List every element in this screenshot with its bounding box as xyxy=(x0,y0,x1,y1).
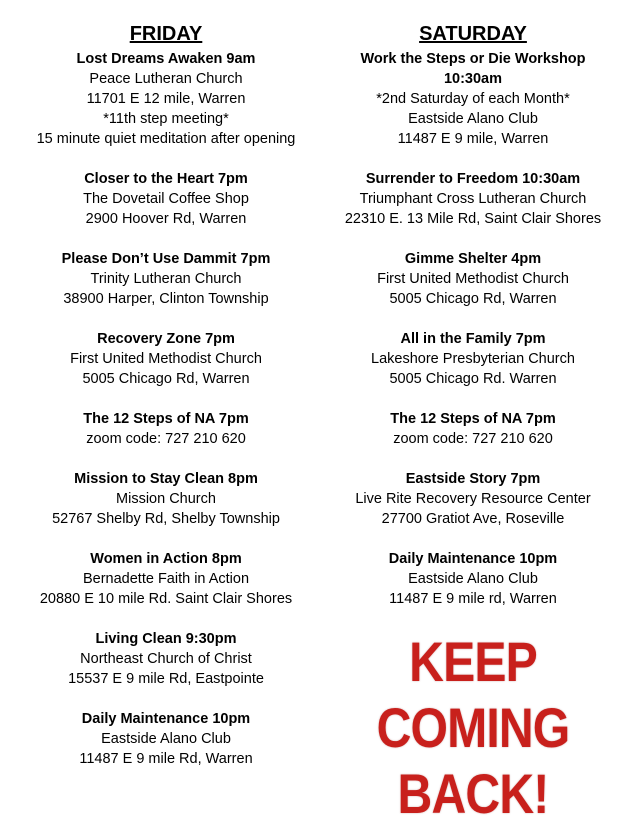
meeting-block xyxy=(320,469,626,529)
meeting-block xyxy=(0,249,332,309)
meeting-title: Mission to Stay Clean 8pm xyxy=(74,471,258,487)
meeting-title: Gimme Shelter 4pm xyxy=(404,251,542,267)
meeting-address: 11487 E 9 mile, Warren xyxy=(397,131,549,147)
meeting-block xyxy=(320,169,626,229)
meeting-title: Closer to the Heart 7pm xyxy=(84,171,248,187)
meeting-address: 38900 Harper, Clinton Township xyxy=(63,291,269,307)
meeting-address: 2900 Hoover Rd, Warren xyxy=(85,211,247,227)
meeting-address: 11701 E 12 mile, Warren xyxy=(86,91,246,107)
meeting-block xyxy=(320,329,626,389)
meeting-note: *11th step meeting* xyxy=(103,111,229,127)
meeting-location: Northeast Church of Christ xyxy=(80,651,252,667)
meeting-title: Work the Steps or Die Workshop xyxy=(360,51,586,67)
meeting-title: Eastside Story 7pm xyxy=(405,471,541,487)
meeting-location: Mission Church xyxy=(116,491,216,507)
meeting-title: Surrender to Freedom 10:30am xyxy=(365,171,581,187)
meeting-title: Lost Dreams Awaken 9am xyxy=(76,51,256,67)
meeting-note: *2nd Saturday of each Month* xyxy=(376,91,570,107)
meeting-block xyxy=(0,49,332,149)
saturday-heading: SATURDAY xyxy=(419,23,527,45)
saturday-column xyxy=(320,22,626,827)
meeting-location: Peace Lutheran Church xyxy=(89,71,243,87)
meeting-block xyxy=(0,469,332,529)
keep-coming-back-slogan xyxy=(320,629,626,827)
meeting-title: All in the Family 7pm xyxy=(400,331,546,347)
zoom-code: zoom code: 727 210 620 xyxy=(393,431,553,447)
meeting-block xyxy=(0,409,332,449)
meeting-address: 52767 Shelby Rd, Shelby Township xyxy=(52,511,280,527)
meeting-time: 10:30am xyxy=(443,71,503,87)
slogan-line: COMING xyxy=(376,696,570,759)
meeting-address: 5005 Chicago Rd, Warren xyxy=(389,291,557,307)
meeting-location: Trinity Lutheran Church xyxy=(90,271,242,287)
meeting-address: 11487 E 9 mile rd, Warren xyxy=(389,591,557,607)
meeting-location: Live Rite Recovery Resource Center xyxy=(355,491,591,507)
meeting-block xyxy=(320,49,626,149)
meeting-location: First United Methodist Church xyxy=(377,271,569,287)
meeting-address: 27700 Gratiot Ave, Roseville xyxy=(381,511,565,527)
meeting-block xyxy=(320,409,626,449)
meeting-address: 5005 Chicago Rd, Warren xyxy=(82,371,250,387)
meeting-block xyxy=(0,709,332,769)
meeting-block xyxy=(0,629,332,689)
meeting-location: Bernadette Faith in Action xyxy=(82,571,250,587)
meeting-block xyxy=(0,329,332,389)
meeting-location: Eastside Alano Club xyxy=(101,731,231,747)
slogan-line: KEEP xyxy=(409,630,537,693)
meeting-title: Please Don’t Use Dammit 7pm xyxy=(61,251,271,267)
meeting-block xyxy=(0,169,332,229)
meeting-title: The 12 Steps of NA 7pm xyxy=(390,411,556,427)
meeting-location: Eastside Alano Club xyxy=(408,571,538,587)
meeting-block xyxy=(320,249,626,309)
meeting-title: The 12 Steps of NA 7pm xyxy=(83,411,249,427)
meeting-title: Recovery Zone 7pm xyxy=(97,331,235,347)
meeting-block xyxy=(0,549,332,609)
zoom-code: zoom code: 727 210 620 xyxy=(86,431,246,447)
meeting-address: 22310 E. 13 Mile Rd, Saint Clair Shores xyxy=(344,211,602,227)
meeting-address: 15537 E 9 mile Rd, Eastpointe xyxy=(68,671,264,687)
meeting-title: Daily Maintenance 10pm xyxy=(388,551,558,567)
meeting-address: 11487 E 9 mile Rd, Warren xyxy=(79,751,253,767)
friday-heading: FRIDAY xyxy=(129,23,203,45)
slogan-line: BACK! xyxy=(397,762,549,825)
meeting-title: Living Clean 9:30pm xyxy=(95,631,237,647)
meeting-location: Eastside Alano Club xyxy=(408,111,538,127)
meeting-note: 15 minute quiet meditation after opening xyxy=(36,131,296,147)
meeting-location: Triumphant Cross Lutheran Church xyxy=(359,191,587,207)
meeting-block xyxy=(320,549,626,609)
meeting-location: First United Methodist Church xyxy=(70,351,262,367)
meeting-title: Daily Maintenance 10pm xyxy=(81,711,251,727)
meeting-address: 5005 Chicago Rd. Warren xyxy=(389,371,557,387)
meeting-title: Women in Action 8pm xyxy=(90,551,242,567)
meeting-address: 20880 E 10 mile Rd. Saint Clair Shores xyxy=(39,591,293,607)
meeting-location: Lakeshore Presbyterian Church xyxy=(371,351,575,367)
friday-column xyxy=(0,22,332,789)
meeting-location: The Dovetail Coffee Shop xyxy=(83,191,249,207)
